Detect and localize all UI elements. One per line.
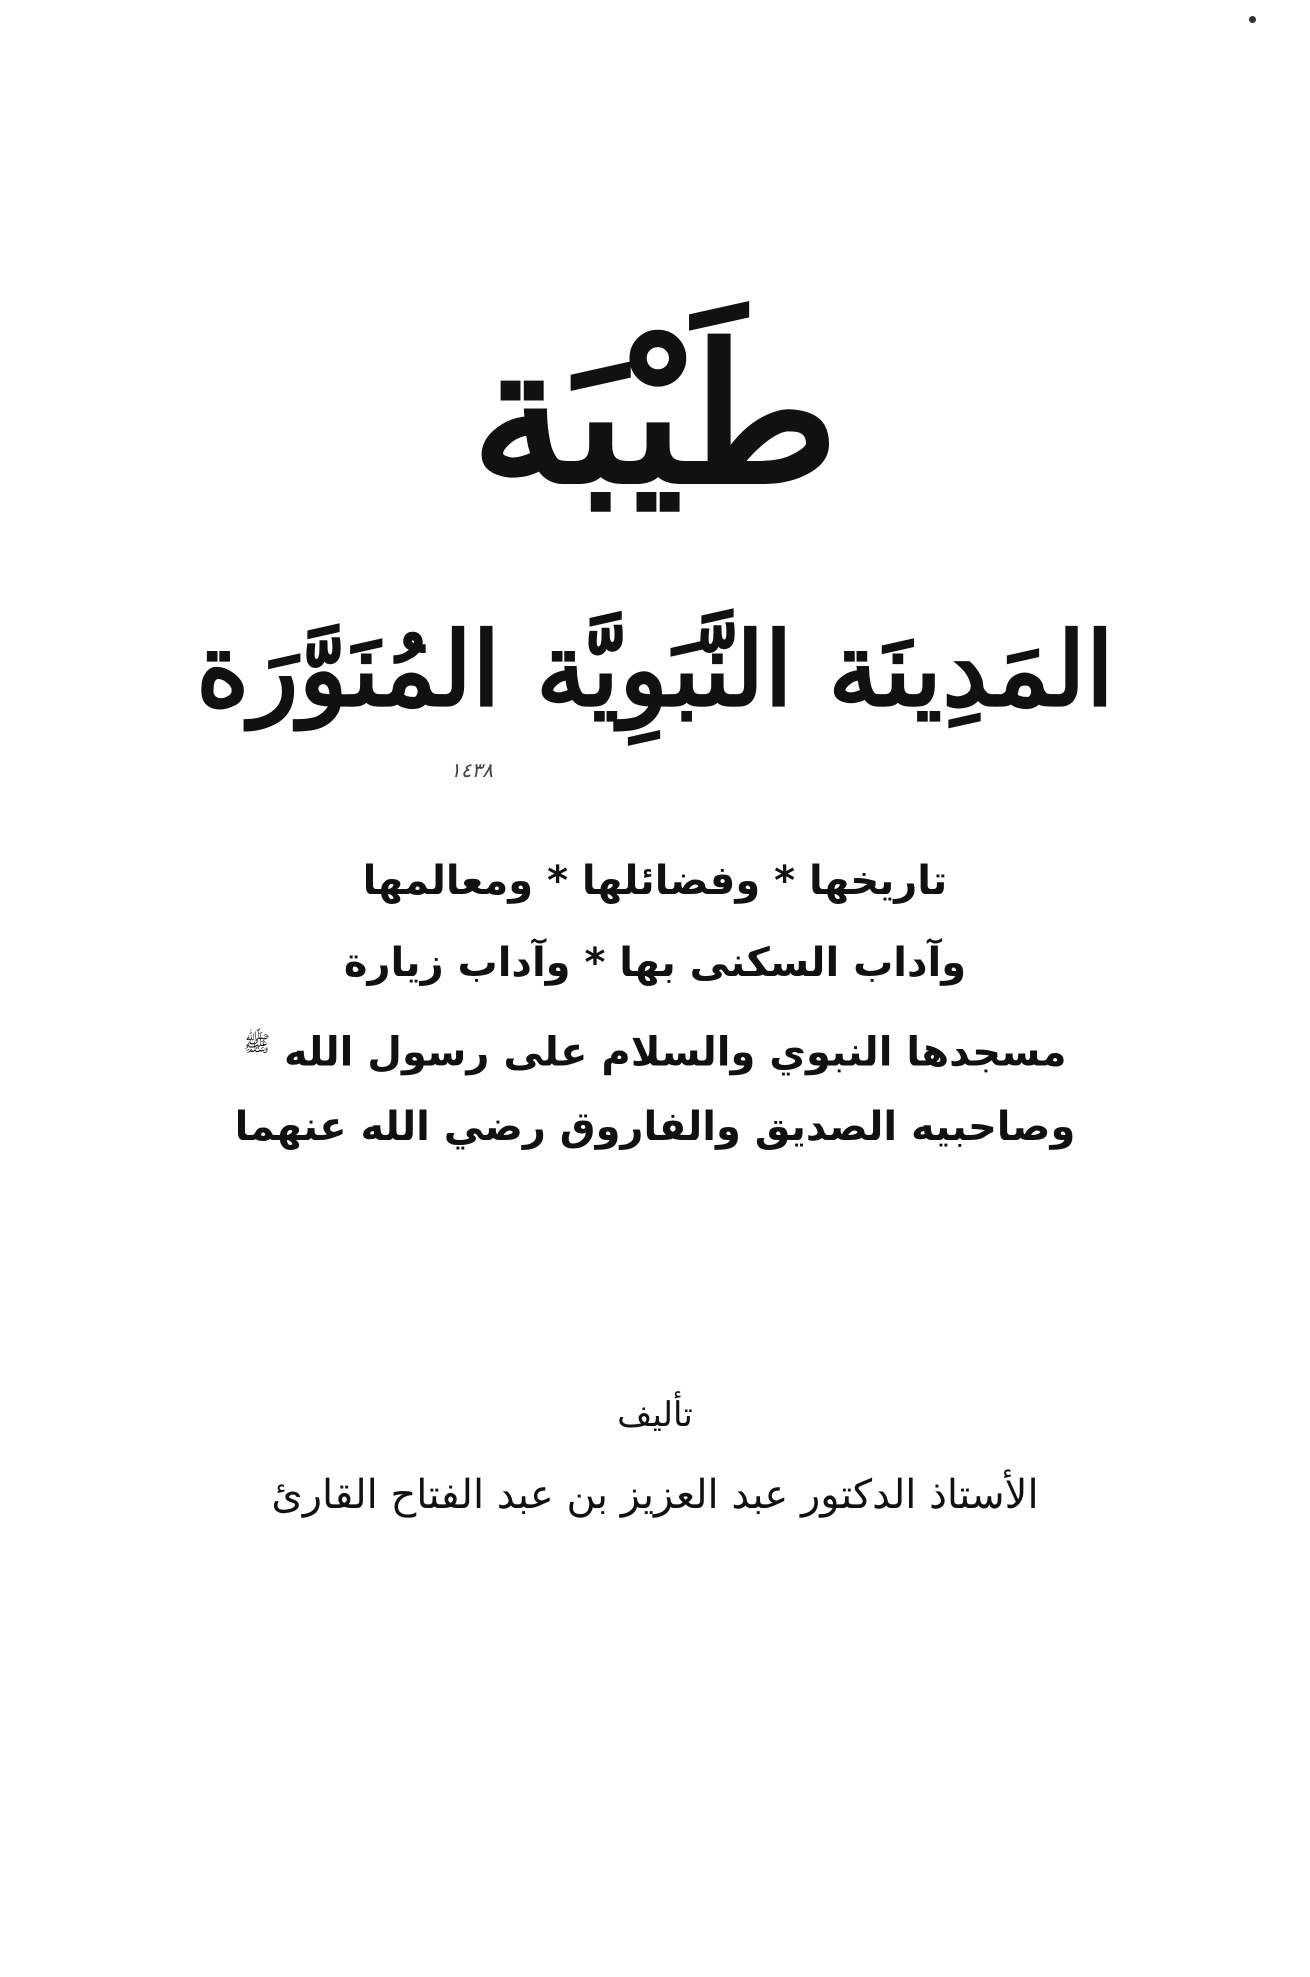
book-title-main: طَيْبَة [471, 303, 839, 526]
description-line-3 [0, 1004, 1310, 1086]
corner-mark [1249, 16, 1256, 23]
author-label: تأليف [617, 1395, 693, 1435]
description-line-1: تاريخها * وفضائلها * ومعالمها [362, 858, 948, 904]
honorific-mark: ﷺ [243, 1032, 271, 1057]
description-line-2: وآداب السكنى بها * وآداب زيارة [343, 940, 967, 986]
description-line-4: وصاحبيه الصديق والفاروق رضي الله عنهما [234, 1104, 1076, 1150]
calligrapher-signature: ١٤٣٨ [450, 758, 493, 782]
description-line-3-text: مسجدها النبوي والسلام على رسول الله [284, 1029, 1067, 1076]
author-name: الأستاذ الدكتور عبد العزيز بن عبد الفتاح القارئ [271, 1472, 1039, 1518]
book-title-subtitle: المَدِينَة النَّبَوِيَّة المُنَوَّرَة [195, 610, 1115, 730]
book-description [0, 840, 1310, 1168]
